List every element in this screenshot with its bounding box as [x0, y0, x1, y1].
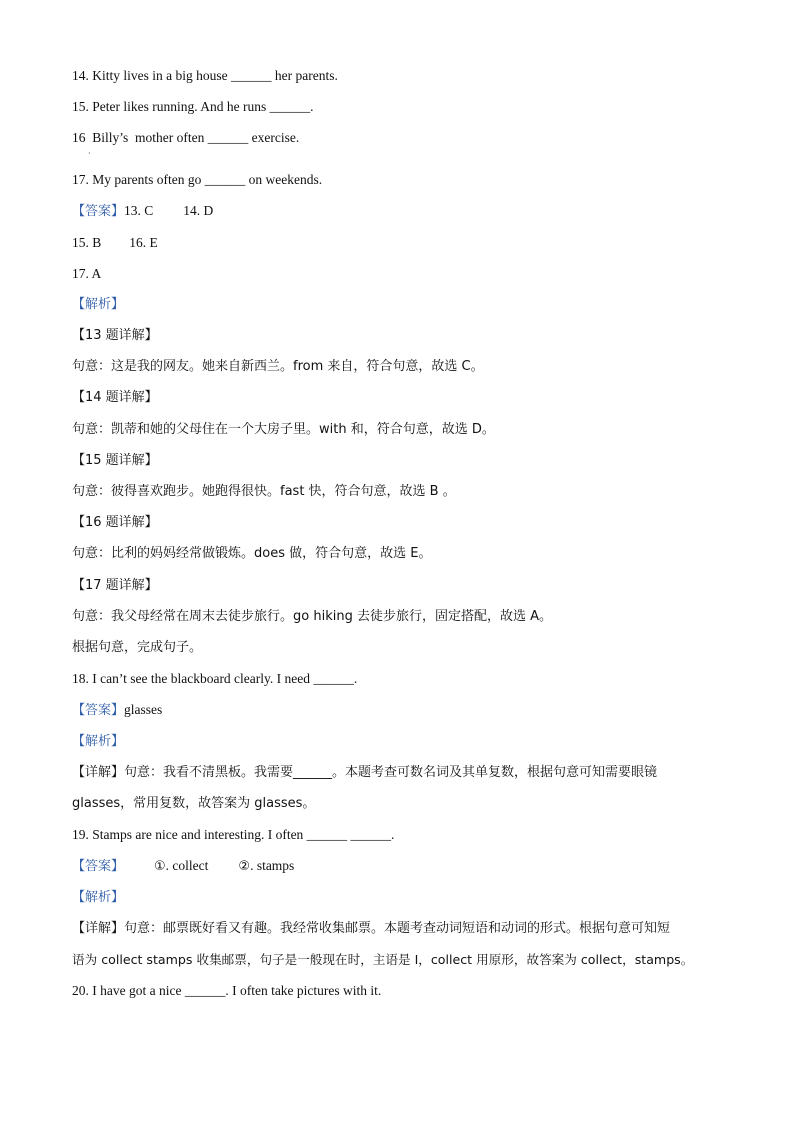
detail-19-line-1 — [72, 920, 670, 938]
question-19: 19. Stamps are nice and interesting. I often ______ ______. — [72, 827, 395, 842]
answer-17: 17. A — [72, 266, 102, 281]
answer-19-1: . collect — [165, 858, 209, 873]
answer-19-2: . stamps — [250, 858, 295, 873]
answer-18: glasses — [124, 702, 163, 717]
circled-one-icon: ① — [154, 859, 166, 874]
detail-19-line-2: 语为 collect stamps 收集邮票，句子是一般现在时，主语是 I，collect 用原形，故答案为 collect，stamps。 — [72, 952, 694, 967]
answer-13: 13. C — [124, 203, 154, 218]
answer-16: 16. E — [129, 235, 158, 250]
detail-14-text: 句意：凯蒂和她的父母住在一个大房子里。with 和，符合句意，故选 D。 — [72, 422, 495, 437]
question-17: 17. My parents often go ______ on weekends. — [72, 172, 323, 187]
analysis-label: 【解析】 — [72, 297, 125, 312]
stray-dot: · — [88, 149, 91, 158]
question-14: 14. Kitty lives in a big house ______ her parents. — [72, 68, 338, 83]
detail-17-text: 句意：我父母经常在周末去徒步旅行。go hiking 去徒步旅行，固定搭配，故选 A。 — [72, 609, 552, 624]
answer-18-row — [72, 701, 162, 720]
analysis-label: 【解析】 — [72, 734, 125, 749]
question-20: 20. I have got a nice ______. I often take pictures with it. — [72, 983, 382, 998]
detail-14-label: 【14 题详解】 — [72, 390, 158, 405]
answer-14: 14. D — [183, 203, 214, 218]
detail-16-label: 【16 题详解】 — [72, 515, 158, 530]
section-instruction: 根据句意，完成句子。 — [72, 640, 203, 655]
analysis-label: 【解析】 — [72, 890, 125, 905]
question-16: 16 Billy’s mother often ______ exercise. — [72, 130, 300, 145]
circled-two-icon: ② — [238, 859, 251, 874]
detail-13-label: 【13 题详解】 — [72, 328, 158, 343]
detail-15-text: 句意：彼得喜欢跑步。她跑得很快。fast 快，符合句意，故选 B 。 — [72, 484, 456, 499]
answer-row-2 — [72, 234, 158, 252]
detail-label: 【详解】 — [72, 921, 125, 936]
detail-13-text: 句意：这是我的网友。她来自新西兰。from 来自，符合句意，故选 C。 — [72, 359, 484, 374]
detail-19-text: 句意：邮票既好看又有趣。我经常收集邮票。本题考查动词短语和动词的形式。根据句意可知短 — [124, 921, 671, 936]
detail-18-line-2: glasses，常用复数，故答案为 glasses。 — [72, 796, 316, 811]
detail-18-text: 句意：我看不清黑板。我需要______。本题考查可数名词及其单复数，根据句意可知需要眼镜 — [124, 765, 658, 780]
question-15: 15. Peter likes running. And he runs ______. — [72, 99, 314, 114]
detail-label: 【详解】 — [72, 765, 125, 780]
answer-19-row — [72, 857, 294, 876]
detail-16-text: 句意：比利的妈妈经常做锻炼。does 做，符合句意，故选 E。 — [72, 546, 432, 561]
detail-15-label: 【15 题详解】 — [72, 453, 158, 468]
detail-18-line-1 — [72, 764, 657, 782]
answer-label: 【答案】 — [72, 204, 125, 219]
detail-17-label: 【17 题详解】 — [72, 578, 158, 593]
answer-label: 【答案】 — [72, 859, 125, 874]
question-18: 18. I can’t see the blackboard clearly. I need ______. — [72, 671, 358, 686]
answer-row-1 — [72, 202, 213, 221]
answer-label: 【答案】 — [72, 703, 125, 718]
answer-15: 15. B — [72, 235, 102, 250]
